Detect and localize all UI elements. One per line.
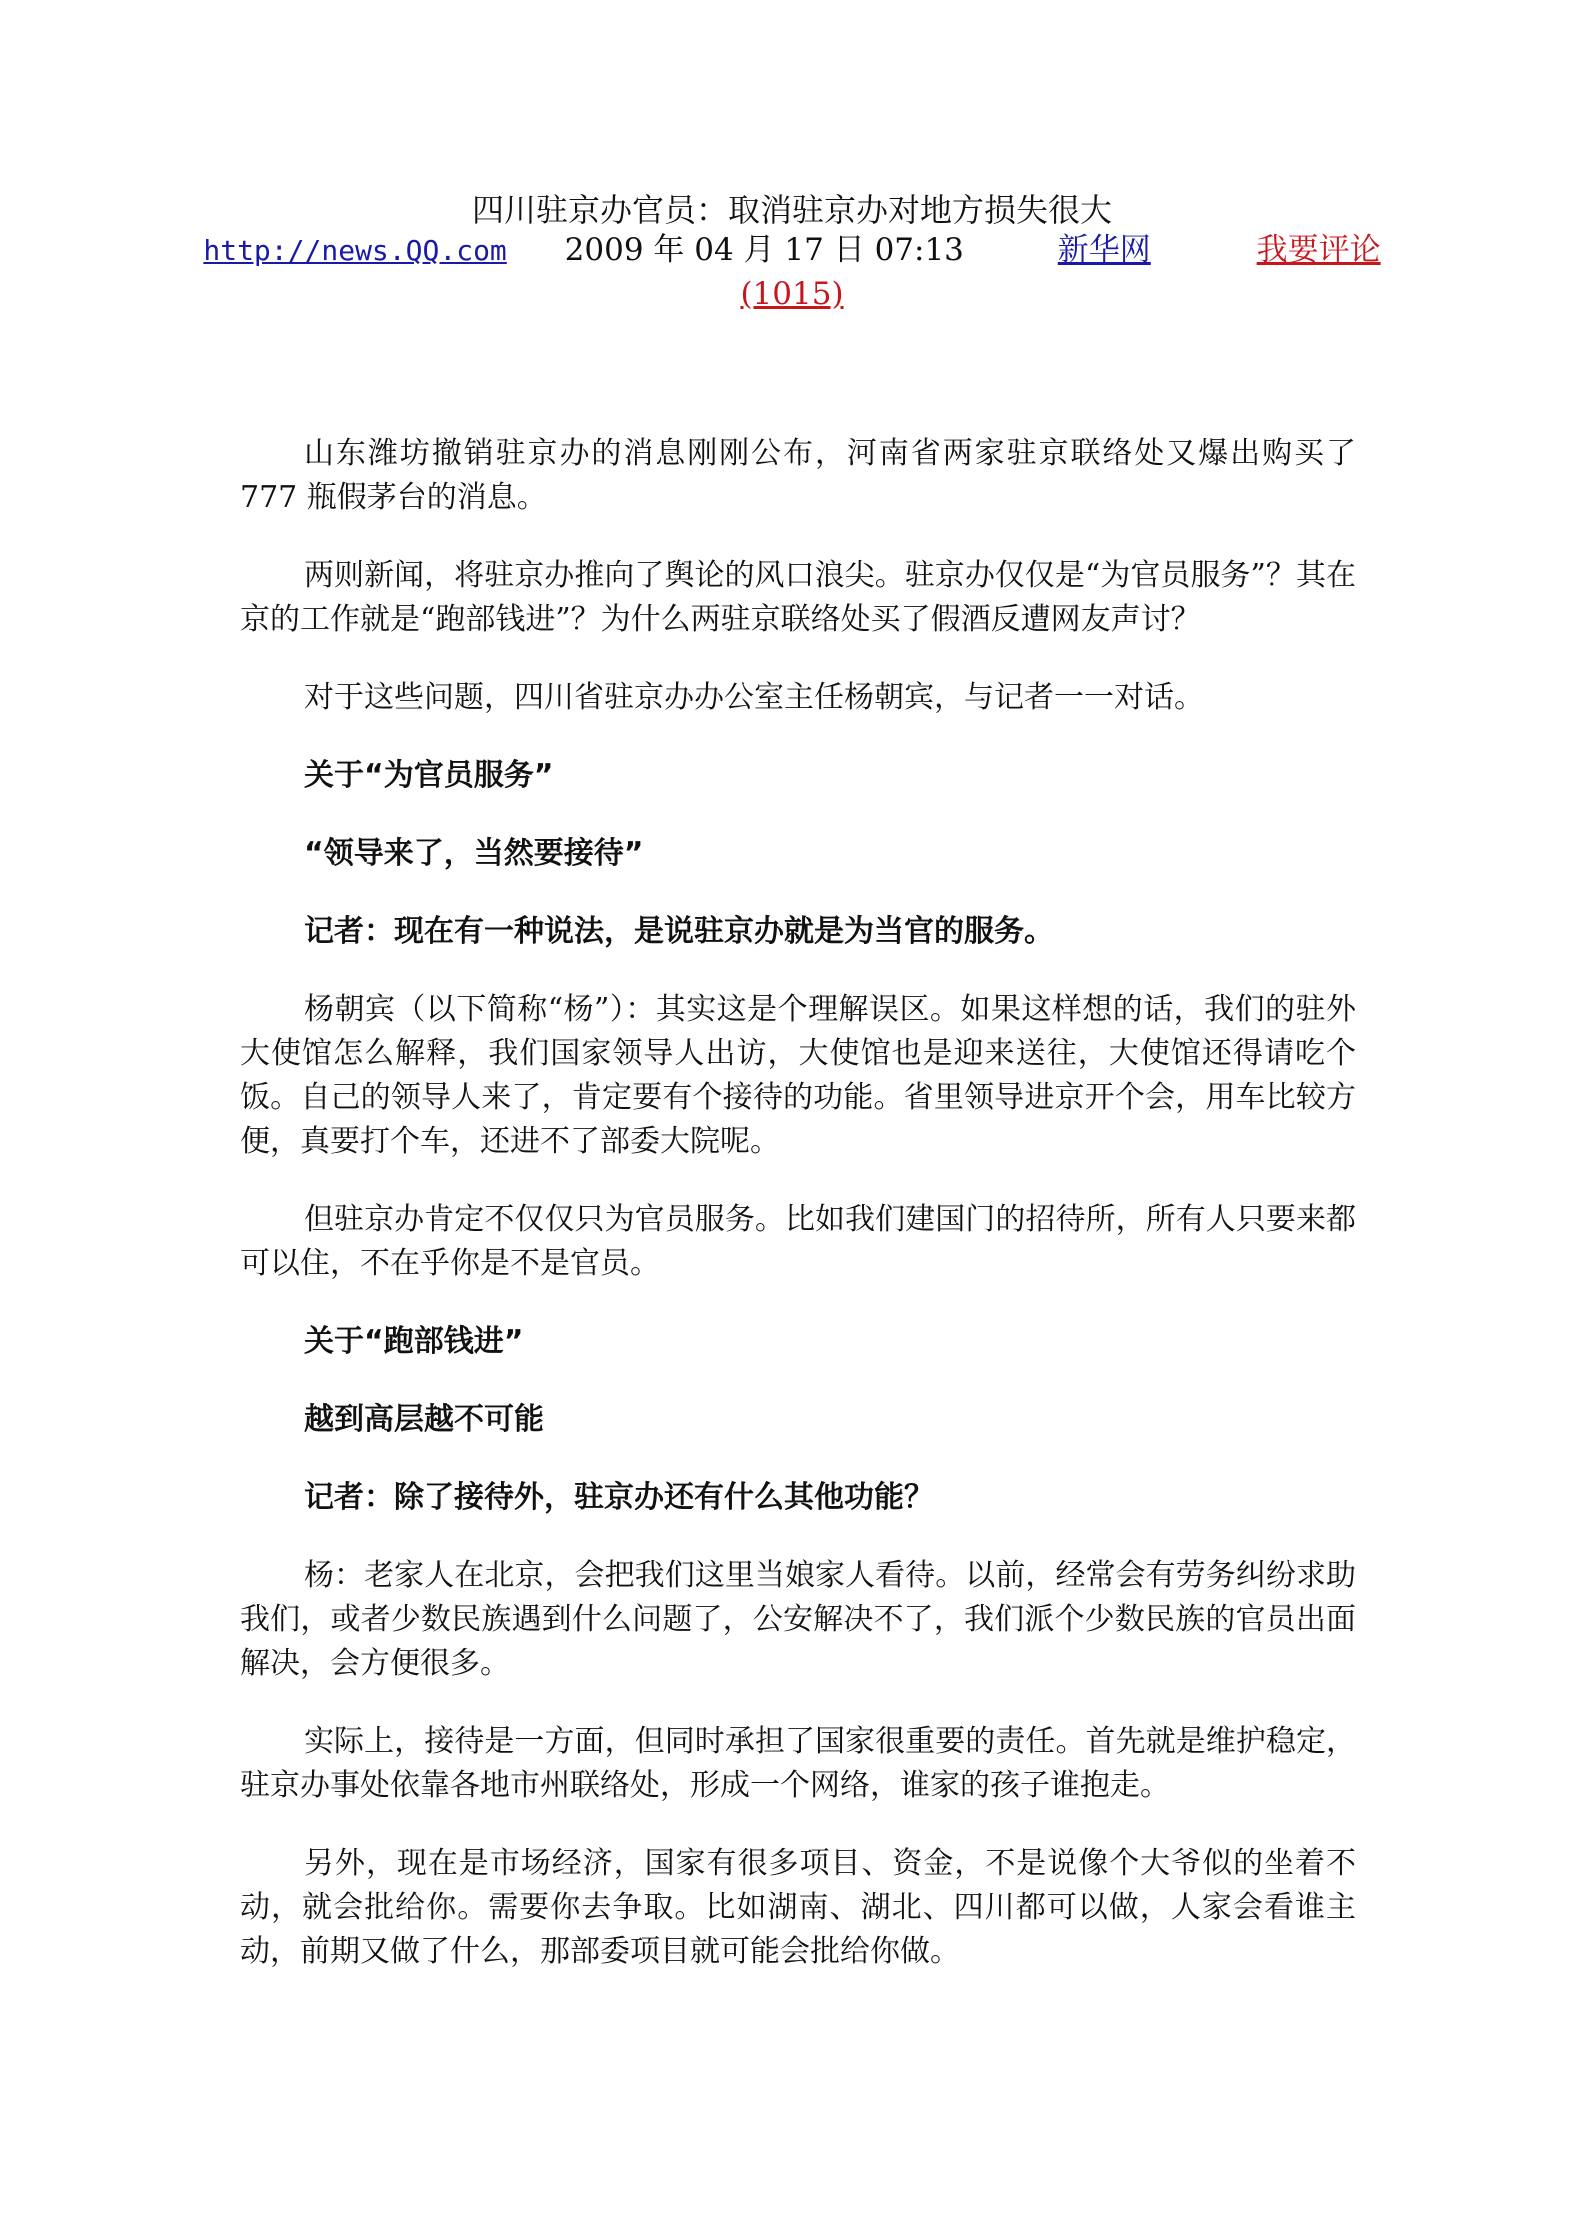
article-paragraph: 杨：老家人在北京，会把我们这里当娘家人看待。以前，经常会有劳务纠纷求助我们，或者少数民族遇到什么问题了，公安解决不了，我们派个少数民族的官员出面解决，会方便很多。 <box>240 1558 1356 1681</box>
comment-count-link[interactable]: (1015) <box>740 276 844 312</box>
article-subheading: 越到高层越不可能 <box>304 1402 544 1437</box>
article-paragraph: 两则新闻，将驻京办推向了舆论的风口浪尖。驻京办仅仅是“为官员服务”？其在京的工作就是“跑部钱进”？为什么两驻京联络处买了假酒反遭网友声讨？ <box>240 558 1356 637</box>
article-title: 四川驻京办官员：取消驻京办对地方损失很大 <box>471 191 1112 229</box>
article-subheading: 记者：除了接待外，驻京办还有什么其他功能？ <box>304 1480 934 1515</box>
article-paragraph: 山东潍坊撤销驻京办的消息刚刚公布，河南省两家驻京联络处又爆出购买了 777 瓶假茅台的消息。 <box>240 436 1356 515</box>
article-paragraph: 但驻京办肯定不仅仅只为官员服务。比如我们建国门的招待所，所有人只要来都可以住，不在乎你是不是官员。 <box>240 1202 1356 1281</box>
publish-datetime: 2009 年 04 月 17 日 07:13 <box>564 232 964 268</box>
source-link[interactable]: 新华网 <box>1057 232 1151 268</box>
comment-count-row <box>0 274 1584 314</box>
article-subheading: 记者：现在有一种说法，是说驻京办就是为当官的服务。 <box>304 914 1054 949</box>
article-meta <box>0 230 1584 271</box>
article-subheading: 关于“跑部钱进” <box>304 1324 524 1359</box>
article-paragraph: 对于这些问题，四川省驻京办办公室主任杨朝宾，与记者一一对话。 <box>304 680 1204 715</box>
article-subheading: “领导来了，当然要接待” <box>304 836 644 871</box>
article-paragraph: 另外，现在是市场经济，国家有很多项目、资金，不是说像个大爷似的坐着不动，就会批给你。需要你去争取。比如湖南、湖北、四川都可以做，人家会看谁主动，前期又做了什么，那部委项目就可能会批给你做。 <box>240 1846 1356 1969</box>
article-paragraph: 杨朝宾（以下简称“杨”）：其实这是个理解误区。如果这样想的话，我们的驻外大使馆怎么解释，我们国家领导人出访，大使馆也是迎来送往，大使馆还得请吃个饭。自己的领导人来了，肯定要有个接待的功能。省里领导进京开个会，用车比较方便，真要打个车，还进不了部委大院呢。 <box>240 992 1356 1159</box>
article-subheading: 关于“为官员服务” <box>304 758 554 793</box>
comment-link[interactable]: 我要评论 <box>1256 232 1381 268</box>
article-body <box>240 432 1356 2008</box>
source-url-link[interactable]: http://news.QQ.com <box>203 234 507 267</box>
article-paragraph: 实际上，接待是一方面，但同时承担了国家很重要的责任。首先就是维护稳定，驻京办事处依靠各地市州联络处，形成一个网络，谁家的孩子谁抱走。 <box>240 1724 1356 1803</box>
